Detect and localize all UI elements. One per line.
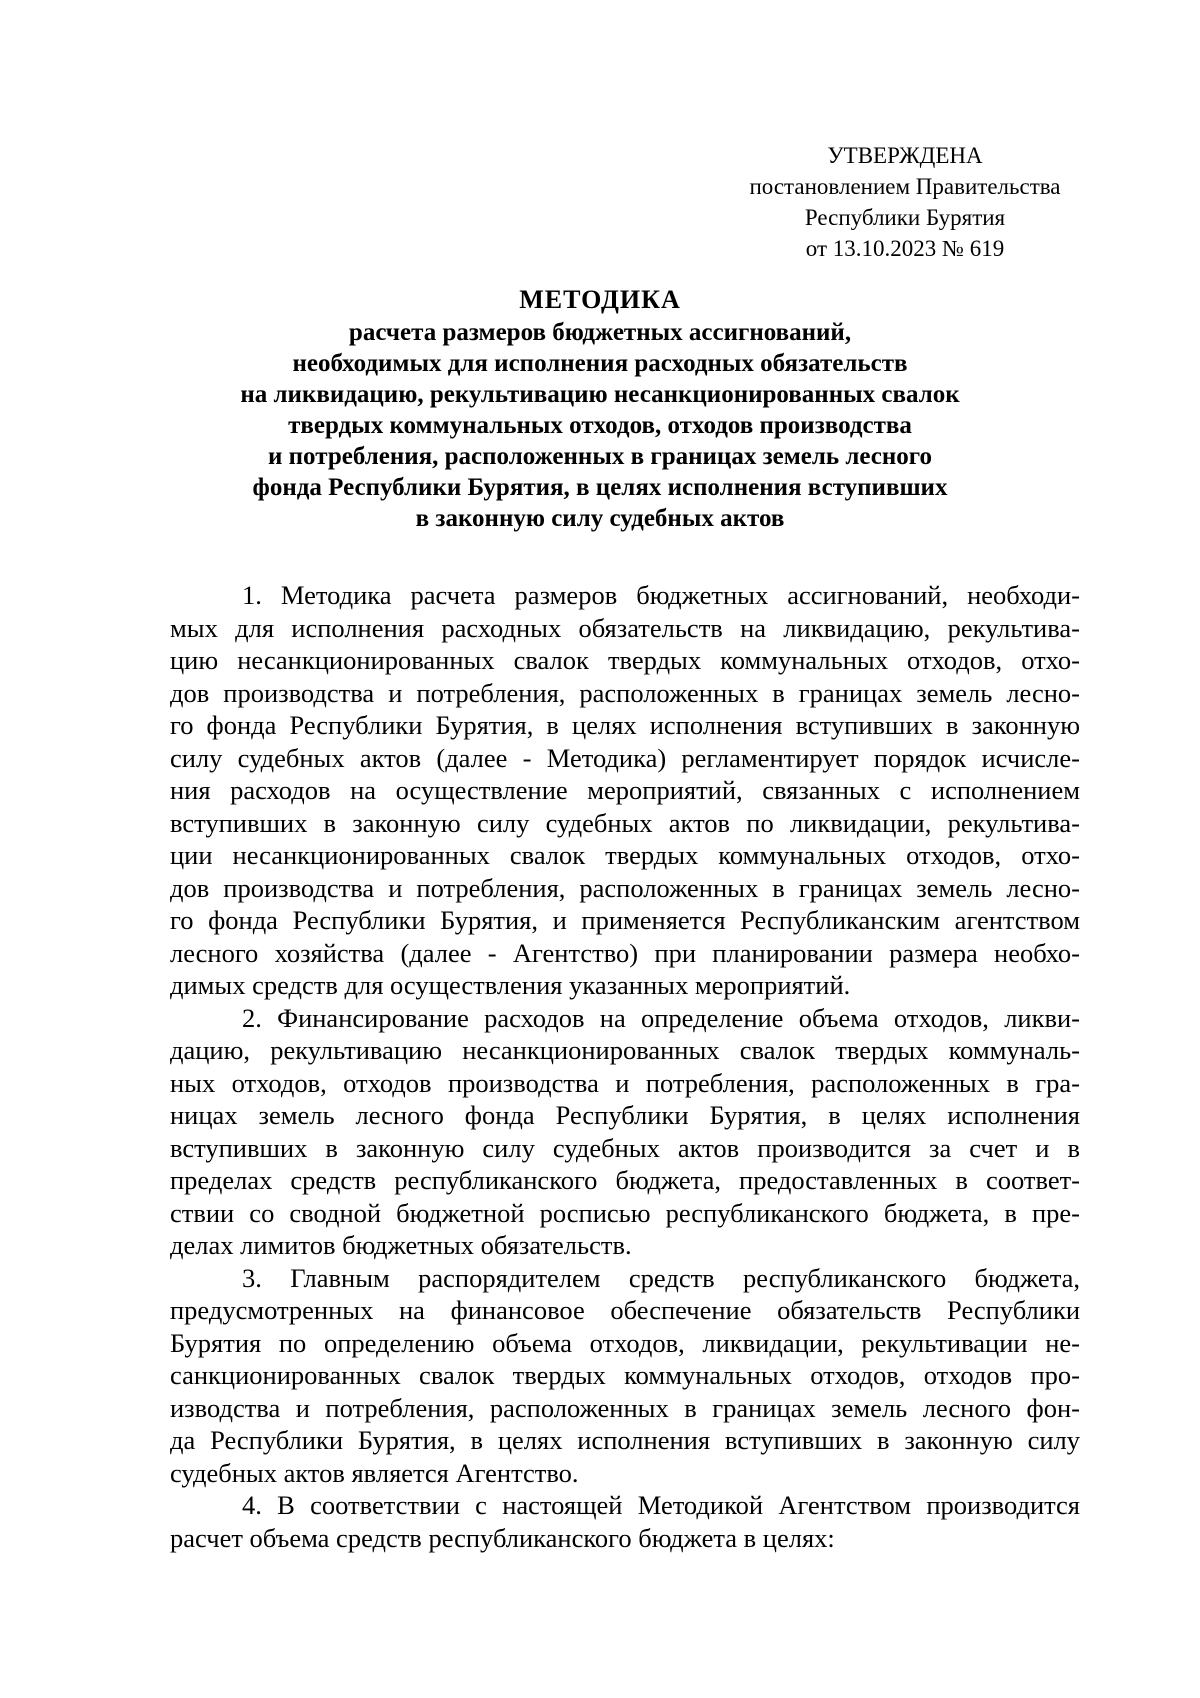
title-line: фонда Республики Бурятия, в целях исполнения вступивших xyxy=(252,474,948,501)
text-line: расчет объема средств республиканского бюджета в целях: xyxy=(170,1522,835,1553)
approval-line: Республики Бурятия xyxy=(804,205,1006,230)
text-line: мых для исполнения расходных обязательств на ликвидацию, рекультива- xyxy=(170,612,1080,643)
text-line: ции несанкционированных свалок твердых коммунальных отходов, отхо- xyxy=(170,840,1080,870)
title-line: в законную силу судебных актов xyxy=(415,505,785,532)
text-line: 4. В соответствии с настоящей Методикой Агентством производится xyxy=(242,1490,1080,1520)
approval-line: УТВЕРЖДЕНА xyxy=(827,143,983,168)
text-line: судебных актов является Агентство. xyxy=(170,1457,579,1488)
text-line: изводства и потребления, расположенных в границах земель лесного фон- xyxy=(170,1392,1080,1423)
text-line: лесного хозяйства (далее - Агентство) при планировании размера необхо- xyxy=(170,937,1080,968)
document-body xyxy=(170,579,1080,1554)
text-line: 2. Финансирование расходов на определение объема отходов, ликви- xyxy=(242,1002,1080,1033)
title-heading: МЕТОДИКА xyxy=(519,285,681,314)
text-line: го фонда Республики Бурятия, в целях исполнения вступивших в законную xyxy=(170,710,1080,740)
title-line: необходимых для исполнения расходных обязательств xyxy=(292,350,908,377)
text-line: ствии со сводной бюджетной росписью республиканского бюджета, в пре- xyxy=(170,1197,1080,1228)
approval-date-number: от 13.10.2023 № 619 xyxy=(805,236,1005,261)
title-line: на ликвидацию, рекультивацию несанкционированных свалок xyxy=(240,381,960,408)
text-line: да Республики Бурятия, в целях исполнения вступивших в законную силу xyxy=(170,1425,1080,1455)
approval-stamp xyxy=(735,140,1075,264)
text-line: вступивших в законную силу судебных актов производится за счет и в xyxy=(170,1132,1080,1163)
document-title xyxy=(150,283,1050,534)
text-line: ния расходов на осуществление мероприятий, связанных с исполнением xyxy=(170,775,1080,805)
paragraph-1 xyxy=(170,579,1080,1002)
title-line: и потребления, расположенных в границах земель лесного xyxy=(268,443,932,470)
paragraph-2 xyxy=(170,1002,1080,1262)
text-line: го фонда Республики Бурятия, и применяется Республиканским агентством xyxy=(170,905,1080,935)
text-line: дов производства и потребления, расположенных в границах земель лесно- xyxy=(170,872,1080,903)
paragraph-3 xyxy=(170,1262,1080,1490)
text-line: 3. Главным распорядителем средств республиканского бюджета, xyxy=(242,1262,1080,1293)
text-line: димых средств для осуществления указанных мероприятий. xyxy=(170,970,851,1000)
text-line: 1. Методика расчета размеров бюджетных ассигнований, необходи- xyxy=(242,580,1080,610)
text-line: ницах земель лесного фонда Республики Бурятия, в целях исполнения xyxy=(170,1100,1080,1130)
title-line: расчета размеров бюджетных ассигнований, xyxy=(348,319,852,346)
text-line: дацию, рекультивацию несанкционированных свалок твердых коммуналь- xyxy=(170,1035,1080,1065)
text-line: цию несанкционированных свалок твердых коммунальных отходов, отхо- xyxy=(170,645,1080,675)
text-line: санкционированных свалок твердых коммунальных отходов, отходов про- xyxy=(170,1360,1080,1390)
text-line: делах лимитов бюджетных обязательств. xyxy=(170,1230,632,1260)
text-line: ных отходов, отходов производства и потребления, расположенных в гра- xyxy=(170,1067,1080,1098)
text-line: дов производства и потребления, расположенных в границах земель лесно- xyxy=(170,677,1080,708)
text-line: вступивших в законную силу судебных актов по ликвидации, рекультива- xyxy=(170,807,1080,838)
text-line: силу судебных актов (далее - Методика) регламентирует порядок исчисле- xyxy=(170,742,1080,773)
text-line: предусмотренных на финансовое обеспечение обязательств Республики xyxy=(170,1295,1080,1325)
paragraph-4 xyxy=(170,1489,1080,1554)
text-line: Бурятия по определению объема отходов, ликвидации, рекультивации не- xyxy=(170,1327,1080,1358)
approval-line: постановлением Правительства xyxy=(749,174,1061,199)
text-line: пределах средств республиканского бюджета, предоставленных в соответ- xyxy=(170,1165,1080,1195)
title-line: твердых коммунальных отходов, отходов производства xyxy=(288,412,912,439)
